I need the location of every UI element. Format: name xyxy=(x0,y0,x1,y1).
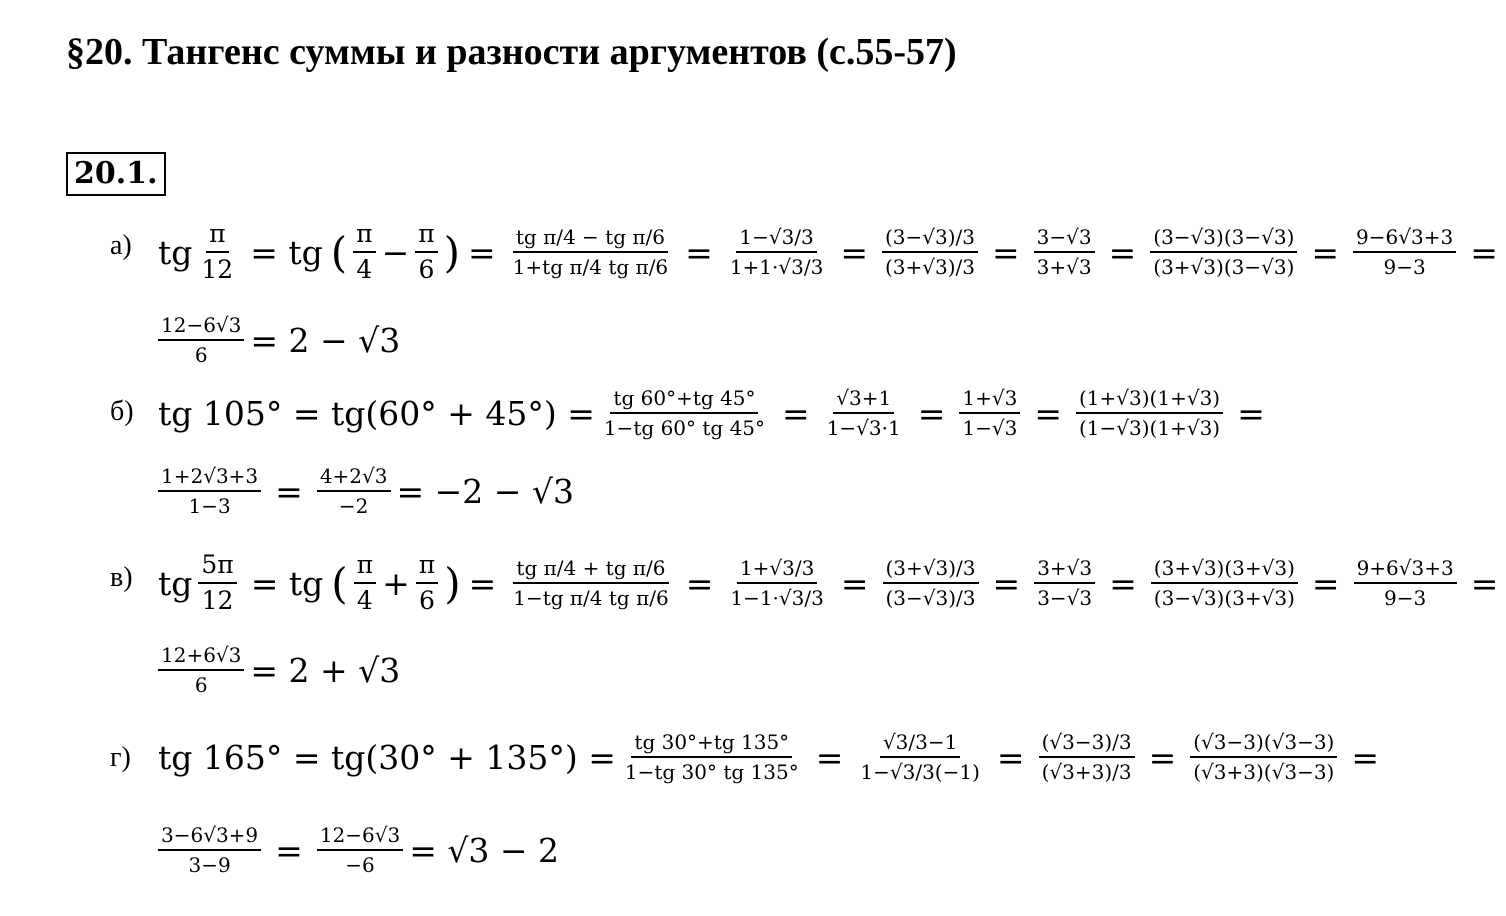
a-paren-op: − xyxy=(381,232,410,272)
v-fraction-4: $\frac{3+√3}{3-√3}$ xyxy=(1034,556,1095,610)
b-fraction-1: $\frac{tg 60^\circ+tg 45^\circ}{1-tg 60^\circ tg 45^\circ}$ xyxy=(603,386,766,440)
b-fraction-2: $\frac{√3+1}{1-√3\cdot 1}$ xyxy=(826,386,901,440)
part-v-line-1: tg $\frac{5\pi}{12}$ = tg ( $\frac{\pi}{4}$ + $\frac{\pi}{6}$ ) = $\frac{\text{tg π/4 + tg π/6}}{\text{1−tg π/4 tg π/6}}$ = $\frac{1+√3/3}{1-1\cdot√3/3}$ = $\frac{(3+√3)/3}{(3-√3)/3}$ = $\frac{3+√3}{3-√3}$ = $\frac{(3+√3)(3+√3)}{(3-√3)(3+√3)}$ = $\frac{9+6√3+3}{9-3}$ = xyxy=(158,550,1499,615)
g-lhs: tg 165° = tg(30° + 135°) = xyxy=(158,737,616,777)
v-fraction-3: $\frac{(3+√3)/3}{(3-√3)/3}$ xyxy=(883,556,979,610)
part-label-v: в) xyxy=(110,562,133,593)
g-fraction-4: $\frac{(√3-3)(√3-3)}{(√3+3)(√3-3)}$ xyxy=(1190,730,1337,784)
part-a-line-2 xyxy=(158,308,400,372)
v-lhs-fraction: $\frac{5\pi}{12}$ xyxy=(198,550,236,616)
b-fraction-6: $\frac{4+2√3}{-2}$ xyxy=(317,464,391,518)
b-fraction-4: $\frac{(1+√3)(1+√3)}{(1-√3)(1+√3)}$ xyxy=(1076,386,1223,440)
part-label-a: а) xyxy=(110,230,132,261)
g-fraction-5: $\frac{3-6√3+9}{3-9}$ xyxy=(158,823,261,877)
v-eq1: = tg xyxy=(250,563,324,603)
problem-number: 20.1. xyxy=(66,152,166,196)
g-fraction-1: $\frac{tg 30^\circ+tg 135^\circ}{1-tg 30^\circ tg 135^\circ}$ xyxy=(624,730,799,784)
v-fraction-2: $\frac{1+√3/3}{1-1\cdot√3/3}$ xyxy=(730,556,824,610)
g-fraction-2: $\frac{√3/3-1}{1-√3/3(-1)}$ xyxy=(860,730,980,784)
a-paren-right: $\frac{\pi}{6}$ xyxy=(415,219,437,285)
a-fraction-7: $\frac{12-6√3}{6}$ xyxy=(158,313,244,367)
g-fraction-3: $\frac{(√3-3)/3}{(√3+3)/3}$ xyxy=(1039,730,1135,784)
a-fraction-2: $\frac{1-√3/3}{1+1\cdot√3/3}$ xyxy=(729,225,824,279)
a-result: = 2 − √3 xyxy=(250,320,401,360)
a-fraction-1: $\frac{\text{tg π/4 − tg π/6}}{\text{1+tg π/4 tg π/6}}$ xyxy=(512,225,669,279)
g-fraction-6: $\frac{12-6√3}{-6}$ xyxy=(317,823,403,877)
a-fraction-4: $\frac{3-√3}{3+√3}$ xyxy=(1034,225,1095,279)
part-g-line-2: $\frac{3-6√3+9}{3-9}$ = $\frac{12-6√3}{-6}$ = √3 − 2 xyxy=(158,818,559,882)
part-label-b: б) xyxy=(110,396,134,427)
part-g-line-1: tg 165° = tg(30° + 135°) = $\frac{tg 30^\circ+tg 135^\circ}{1-tg 30^\circ tg 135^\circ}$ = $\frac{√3/3-1}{1-√3/3(-1)}$ = $\frac{(√3-3)/3}{(√3+3)/3}$ = $\frac{(√3-3)(√3-3)}{(√3+3)(√3-3)}$ = xyxy=(158,730,1380,784)
b-fraction-3: $\frac{1+√3}{1-√3}$ xyxy=(959,386,1020,440)
part-label-g: г) xyxy=(110,742,131,773)
a-eq1: = tg xyxy=(250,232,323,272)
a-lhs-fraction: $\frac{\pi}{12}$ xyxy=(201,219,234,284)
v-paren-op: + xyxy=(382,563,410,603)
b-fraction-5: $\frac{1+2√3+3}{1-3}$ xyxy=(158,464,261,518)
v-result: = 2 + √3 xyxy=(250,650,401,690)
a-lhs: tg xyxy=(158,232,193,272)
v-fraction-6: $\frac{9+6√3+3}{9-3}$ xyxy=(1354,556,1457,610)
v-paren-right: $\frac{\pi}{6}$ xyxy=(416,550,438,616)
a-fraction-5: $\frac{(3-√3)(3-√3)}{(3+√3)(3-√3)}$ xyxy=(1150,225,1297,279)
v-fraction-1: $\frac{\text{tg π/4 + tg π/6}}{\text{1−tg π/4 tg π/6}}$ xyxy=(513,556,669,610)
g-result: = √3 − 2 xyxy=(409,830,560,870)
v-fraction-5: $\frac{(3+√3)(3+√3)}{(3-√3)(3+√3)}$ xyxy=(1151,556,1298,610)
b-result: = −2 − √3 xyxy=(396,471,574,511)
part-b-line-2: $\frac{1+2√3+3}{1-3}$ = $\frac{4+2√3}{-2}$ = −2 − √3 xyxy=(158,460,574,522)
a-fraction-3: $\frac{(3-√3)/3}{(3+√3)/3}$ xyxy=(882,225,978,279)
a-fraction-6: $\frac{9-6√3+3}{9-3}$ xyxy=(1353,225,1456,279)
part-b-line-1: tg 105° = tg(60° + 45°) = $\frac{tg 60^\circ+tg 45^\circ}{1-tg 60^\circ tg 45^\circ}$ = $\frac{√3+1}{1-√3\cdot 1}$ = $\frac{1+√3}{1-√3}$ = $\frac{(1+√3)(1+√3)}{(1-√3)(1+√3)}$ = xyxy=(158,386,1265,440)
b-lhs: tg 105° = tg(60° + 45°) = xyxy=(158,393,595,433)
v-fraction-7: $\frac{12+6√3}{6}$ xyxy=(158,643,244,697)
v-lhs: tg xyxy=(158,563,193,603)
part-a-line-1: tg $\frac{\pi}{12}$ = tg ( $\frac{\pi}{4}$ − $\frac{\pi}{6}$ ) = $\frac{\text{tg π/4 − tg π/6}}{\text{1+tg π/4 tg π/6}}$ = $\frac{1-√3/3}{1+1\cdot√3/3}$ = $\frac{(3-√3)/3}{(3+√3)/3}$ = $\frac{3-√3}{3+√3}$ = $\frac{(3-√3)(3-√3)}{(3+√3)(3-√3)}$ = $\frac{9-6√3+3}{9-3}$ = xyxy=(158,219,1498,284)
v-paren-left: $\frac{\pi}{4}$ xyxy=(354,550,376,616)
page-title: §20. Тангенс суммы и разности аргументов (с.55-57) xyxy=(66,31,957,73)
a-paren-left: $\frac{\pi}{4}$ xyxy=(353,219,375,285)
part-v-line-2 xyxy=(158,638,400,702)
